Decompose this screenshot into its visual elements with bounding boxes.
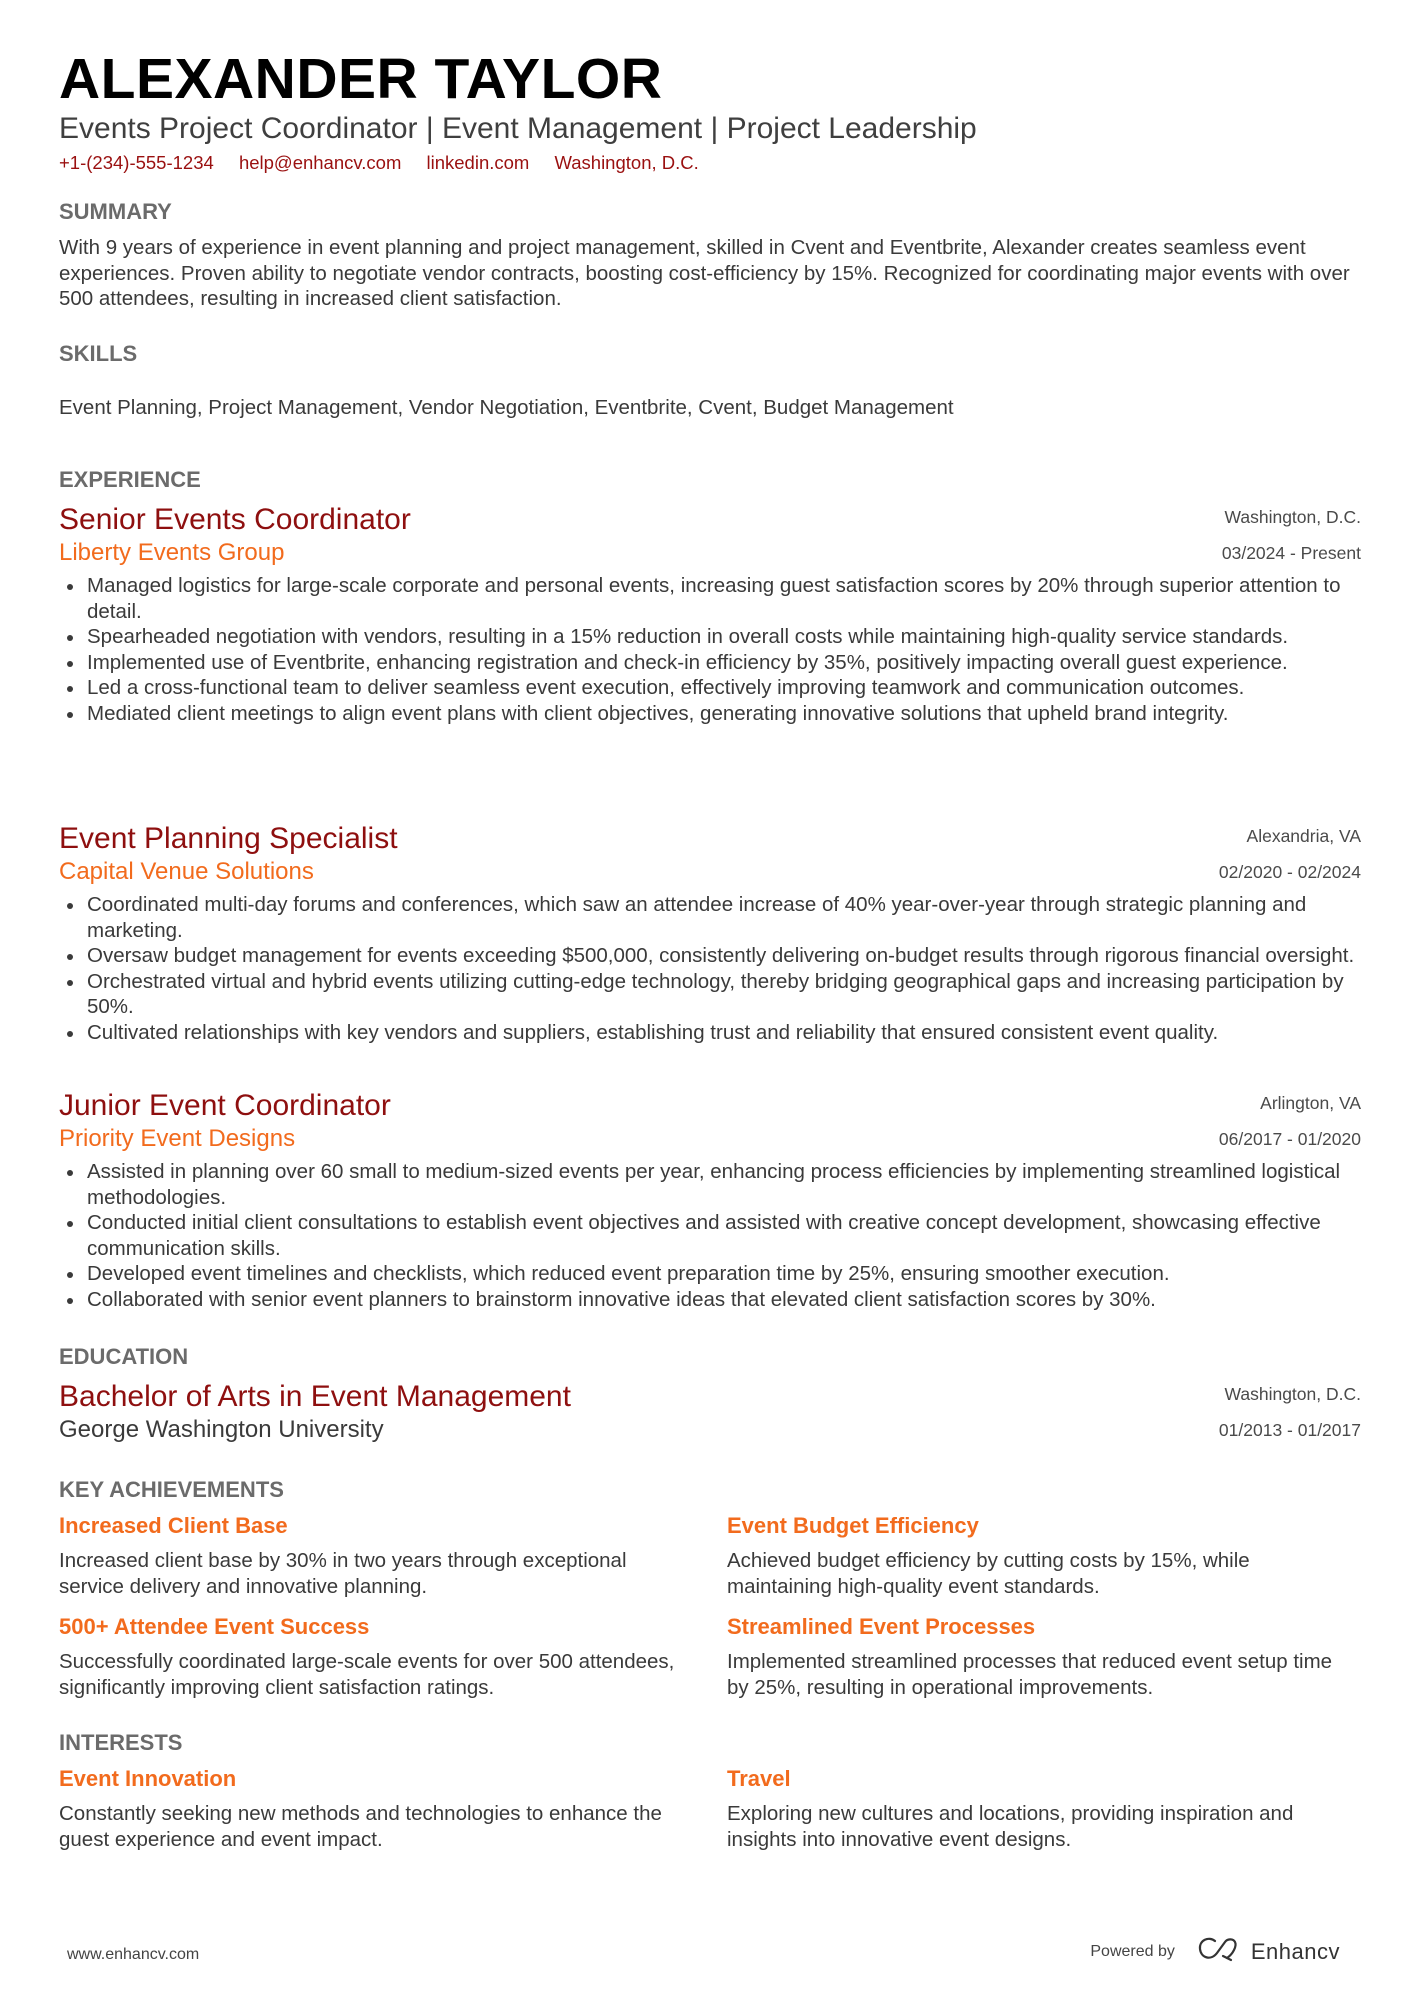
bullet-item: Managed logistics for large-scale corporate and personal events, increasing guest satisfaction scores by 20% through superior attention to detail.: [59, 573, 1361, 624]
job-bullets: [59, 573, 1361, 727]
job-title: Senior Events Coordinator: [59, 503, 411, 536]
bullet-item: Led a cross-functional team to deliver seamless event execution, effectively improving teamwork and communication outcomes.: [59, 675, 1361, 701]
achievement-text: Implemented streamlined processes that reduced event setup time by 25%, resulting in operational improvements.: [727, 1650, 1333, 1699]
achievement-card: [727, 1510, 1361, 1599]
job-company: Priority Event Designs: [59, 1125, 296, 1152]
section-title-skills: SKILLS: [59, 341, 138, 366]
achievement-title: 500+ Attendee Event Success: [59, 1614, 370, 1640]
achievement-title: Streamlined Event Processes: [727, 1614, 1036, 1640]
enhancv-brand-name: Enhancv: [1250, 1938, 1340, 1964]
achievement-card: [727, 1611, 1361, 1700]
bullet-item: Developed event timelines and checklists, which reduced event preparation time by 25%, ensuring smoother execution.: [59, 1261, 1361, 1287]
interest-card: [727, 1763, 1361, 1852]
enhancv-logo-icon: [1197, 1936, 1241, 1967]
job-location: Arlington, VA: [1260, 1093, 1361, 1113]
bullet-item: Cultivated relationships with key vendors and suppliers, establishing trust and reliability that ensured consistent event quality.: [59, 1020, 1361, 1046]
education-location: Washington, D.C.: [1224, 1384, 1361, 1404]
bullet-item: Conducted initial client consultations to establish event objectives and assisted with creative concept development, showcasing effective communication skills.: [59, 1210, 1361, 1261]
interest-card: [59, 1763, 727, 1852]
achievement-title: Increased Client Base: [59, 1513, 288, 1538]
job-location: Alexandria, VA: [1246, 826, 1361, 846]
summary-text: With 9 years of experience in event planning and project management, skilled in Cvent and Eventbrite, Alexander creates seamless event experiences. Proven ability to negotiate vendor contracts, boosting cost-efficiency by 15%. Recognized for coordinating major events with over 500 attendees, resulting in increased client satisfaction.: [59, 236, 1350, 311]
contact-line: [59, 150, 719, 176]
achievement-card: [59, 1510, 727, 1599]
job-entry: [59, 503, 1361, 727]
achievement-text: Achieved budget efficiency by cutting costs by 15%, while maintaining high-quality event standards.: [727, 1549, 1250, 1598]
job-dates: 03/2024 - Present: [1221, 543, 1361, 563]
contact-linkedin[interactable]: linkedin.com: [426, 152, 530, 173]
job-company: Liberty Events Group: [59, 539, 285, 566]
job-entry: [59, 1089, 1361, 1313]
achievement-title: Event Budget Efficiency: [727, 1513, 979, 1538]
job-company: Capital Venue Solutions: [59, 858, 314, 885]
candidate-name: ALEXANDER TAYLOR: [59, 47, 663, 111]
interest-title: Travel: [727, 1766, 791, 1791]
section-title-interests: INTERESTS: [59, 1730, 183, 1755]
contact-location: Washington, D.C.: [554, 152, 699, 173]
interests-grid: [59, 1763, 1361, 1852]
achievement-card: [59, 1611, 727, 1700]
section-title-achievements: KEY ACHIEVEMENTS: [59, 1477, 284, 1502]
headline: Events Project Coordinator | Event Management | Project Leadership: [59, 112, 977, 145]
section-title-experience: EXPERIENCE: [59, 467, 201, 492]
job-title: Junior Event Coordinator: [59, 1089, 391, 1122]
enhancv-brand[interactable]: [1197, 1936, 1340, 1967]
bullet-item: Assisted in planning over 60 small to medium-sized events per year, enhancing process efficiencies by implementing streamlined logistical methodologies.: [59, 1159, 1361, 1210]
bullet-item: Spearheaded negotiation with vendors, resulting in a 15% reduction in overall costs while maintaining high-quality service standards.: [59, 624, 1361, 650]
job-location: Washington, D.C.: [1224, 507, 1361, 527]
education-dates: 01/2013 - 01/2017: [1218, 1420, 1361, 1440]
contact-phone[interactable]: +1-(234)-555-1234: [59, 152, 214, 173]
powered-by-label: Powered by: [1090, 1942, 1175, 1960]
job-bullets: [59, 892, 1361, 1046]
powered-by: [1090, 1936, 1340, 1967]
school: George Washington University: [59, 1416, 384, 1443]
achievement-text: Successfully coordinated large-scale events for over 500 attendees, significantly improving client satisfaction ratings.: [59, 1650, 675, 1699]
interest-text: Constantly seeking new methods and technologies to enhance the guest experience and event impact.: [59, 1802, 662, 1851]
job-dates: 06/2017 - 01/2020: [1218, 1129, 1361, 1149]
skills-text: Event Planning, Project Management, Vendor Negotiation, Eventbrite, Cvent, Budget Management: [59, 396, 954, 419]
section-title-summary: SUMMARY: [59, 199, 172, 224]
interest-text: Exploring new cultures and locations, providing inspiration and insights into innovative event designs.: [727, 1802, 1294, 1851]
interest-title: Event Innovation: [59, 1766, 237, 1791]
bullet-item: Orchestrated virtual and hybrid events utilizing cutting-edge technology, thereby bridging geographical gaps and increasing participation by 50%.: [59, 969, 1361, 1020]
contact-email[interactable]: help@enhancv.com: [238, 152, 402, 173]
degree: Bachelor of Arts in Event Management: [59, 1380, 571, 1413]
section-title-education: EDUCATION: [59, 1344, 189, 1369]
achievement-text: Increased client base by 30% in two years through exceptional service delivery and innovative planning.: [59, 1549, 627, 1598]
education-entry: [59, 1380, 1361, 1446]
bullet-item: Collaborated with senior event planners to brainstorm innovative ideas that elevated client satisfaction scores by 30%.: [59, 1287, 1361, 1313]
job-dates: 02/2020 - 02/2024: [1218, 862, 1361, 882]
achievements-grid: [59, 1510, 1361, 1700]
bullet-item: Implemented use of Eventbrite, enhancing registration and check-in efficiency by 35%, positively impacting overall guest experience.: [59, 650, 1361, 676]
job-entry: [59, 822, 1361, 1046]
job-title: Event Planning Specialist: [59, 822, 398, 855]
bullet-item: Mediated client meetings to align event plans with client objectives, generating innovative solutions that upheld brand integrity.: [59, 701, 1361, 727]
bullet-item: Coordinated multi-day forums and conferences, which saw an attendee increase of 40% year-over-year through strategic planning and marketing.: [59, 892, 1361, 943]
bullet-item: Oversaw budget management for events exceeding $500,000, consistently delivering on-budget results through rigorous financial oversight.: [59, 943, 1361, 969]
job-bullets: [59, 1159, 1361, 1313]
footer-website-link[interactable]: www.enhancv.com: [67, 1946, 200, 1963]
